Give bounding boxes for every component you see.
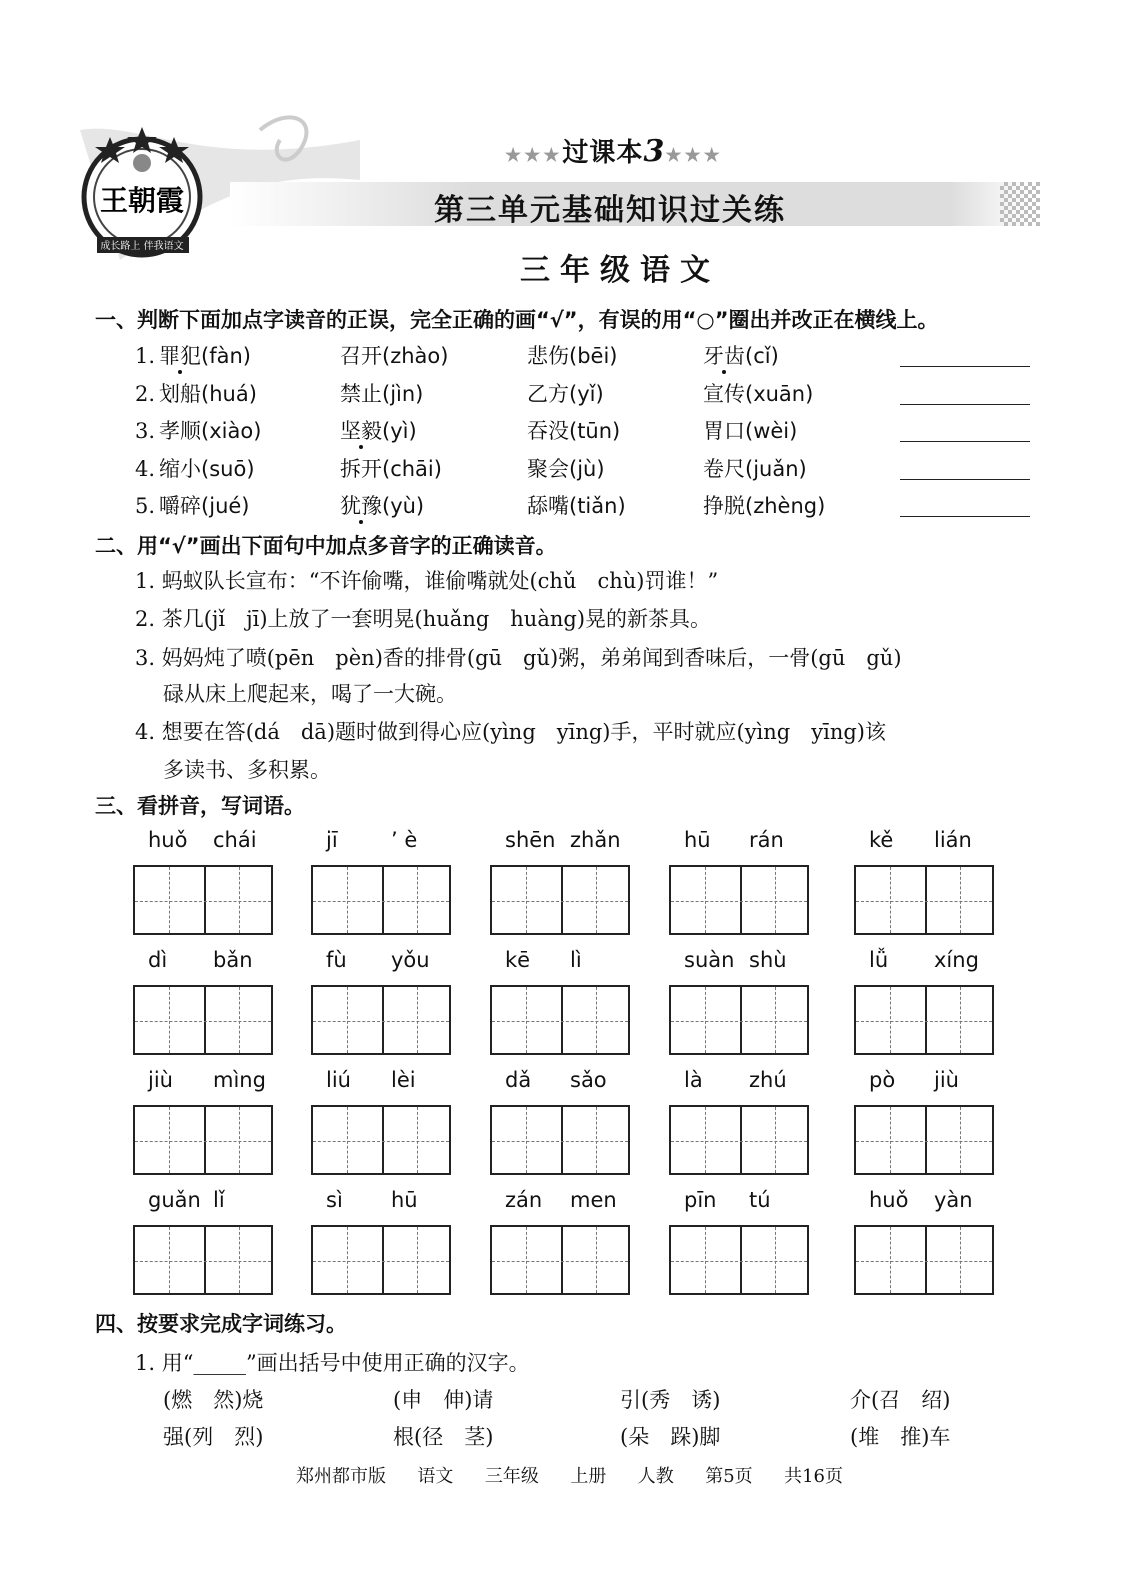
section4-title: 四、按要求完成字词练习。	[95, 1312, 347, 1336]
writing-grid	[854, 985, 994, 1055]
page-footer: 郑州都市版 语文 三年级 上册 人教 第5页 共16页	[295, 1466, 843, 1487]
pinyin-syllable: yǒu	[391, 948, 430, 972]
answer-line	[900, 516, 1030, 517]
section1-title: 一、判断下面加点字读音的正误，完全正确的画“√”，有误的用“○”圈出并改正在横线上。	[95, 308, 939, 332]
word-text: 乙方	[527, 381, 569, 406]
pinyin-syllable: pīn	[684, 1188, 717, 1212]
word-item	[703, 490, 825, 520]
word-item	[135, 340, 251, 370]
word-text: 聚会	[527, 456, 569, 481]
pinyin-text: (tūn)	[569, 419, 621, 443]
word-item	[135, 490, 250, 520]
writing-grid	[133, 1105, 273, 1175]
pinyin-syllable: liú	[326, 1068, 351, 1092]
word-item	[527, 415, 620, 445]
pinyin-syllable: ’ è	[391, 828, 418, 852]
pinyin-syllable: huǒ	[148, 828, 188, 852]
word-item	[135, 415, 261, 445]
word-text: 吞没	[527, 419, 569, 443]
sentence-line: 2. 茶几(jǐ jī)上放了一套明晃(huǎng huàng)晃的新茶具。	[135, 607, 712, 631]
pinyin-syllable: jiù	[934, 1068, 959, 1092]
pinyin-syllable: lián	[934, 828, 972, 852]
pinyin-text: (jù)	[569, 456, 605, 481]
pinyin-text: (suō)	[201, 456, 255, 481]
pinyin-syllable: dǎ	[505, 1068, 532, 1092]
item-number: 4.	[135, 456, 156, 481]
answer-line	[900, 366, 1030, 367]
pinyin-syllable: shēn	[505, 828, 556, 852]
word-choice: (朵 跺)脚	[620, 1425, 721, 1449]
pinyin-text: (jué)	[201, 494, 250, 518]
writing-grid	[133, 985, 273, 1055]
pinyin-syllable: guǎn	[148, 1188, 201, 1212]
subject-title: 三年级语文	[520, 253, 720, 288]
word-choice: 根(径 茎)	[393, 1425, 494, 1449]
pinyin-syllable: suàn	[684, 948, 735, 972]
word-text: 悲伤	[527, 344, 569, 368]
sentence-line: 多读书、多积累。	[163, 758, 331, 782]
word-item	[340, 378, 423, 408]
checker-decoration	[1000, 182, 1040, 226]
word-item	[527, 490, 626, 520]
pinyin-text: (juǎn)	[745, 456, 807, 481]
sentence-line: 3. 妈妈炖了喷(pēn pèn)香的排骨(gū gǔ)粥，弟弟闻到香味后，一骨(gū gǔ)	[135, 646, 902, 670]
pinyin-syllable: sǎo	[570, 1068, 607, 1092]
pinyin-text: (zhào)	[382, 344, 449, 368]
answer-line	[900, 441, 1030, 442]
sentence-line: 4. 想要在答(dá dā)题时做到得心应(yìng yīng)手，平时就应(yìng yīng)该	[135, 720, 886, 744]
pinyin-syllable: zán	[505, 1188, 543, 1212]
badge-prefix: 过课本	[562, 138, 644, 168]
word-text: 舔嘴	[527, 494, 569, 518]
word-text: 罪犯	[159, 344, 202, 368]
pinyin-syllable: zhú	[749, 1068, 787, 1092]
pinyin-syllable: lǚ	[869, 948, 889, 972]
word-item	[703, 453, 807, 483]
section4-instruction: 1. 用“_____”画出括号中使用正确的汉字。	[135, 1351, 530, 1375]
writing-grid	[854, 865, 994, 935]
word-item	[340, 415, 417, 445]
item-number: 1.	[135, 344, 156, 368]
word-text: 划船	[159, 381, 202, 406]
word-item	[135, 453, 255, 483]
word-choice: (申 伸)请	[393, 1388, 494, 1412]
pinyin-syllable: là	[684, 1068, 703, 1092]
writing-grid	[669, 985, 809, 1055]
writing-grid	[133, 865, 273, 935]
section3-title: 三、看拼音，写词语。	[95, 794, 305, 818]
word-item	[703, 415, 797, 445]
pinyin-syllable: dì	[148, 948, 168, 972]
pinyin-text: (yǐ)	[569, 381, 604, 406]
writing-grid	[311, 985, 451, 1055]
word-choice: 强(列 烈)	[163, 1425, 264, 1449]
word-text: 胃口	[703, 419, 745, 443]
pinyin-syllable: jiù	[148, 1068, 173, 1092]
unit-title: 第三单元基础知识过关练	[434, 193, 786, 228]
word-item	[527, 453, 605, 483]
word-choice: (燃 然)烧	[163, 1388, 264, 1412]
pinyin-syllable: lèi	[391, 1068, 416, 1092]
writing-grid	[854, 1225, 994, 1295]
pinyin-text: (yù)	[382, 494, 425, 518]
pinyin-syllable: kē	[505, 948, 531, 972]
writing-grid	[311, 865, 451, 935]
pinyin-syllable: bǎn	[213, 948, 253, 972]
pinyin-syllable: xíng	[934, 948, 979, 972]
word-item	[527, 340, 617, 370]
pinyin-syllable: lǐ	[213, 1188, 225, 1212]
word-text: 孝顺	[159, 419, 202, 443]
word-choice: 介(召 绍)	[850, 1388, 951, 1412]
pinyin-syllable: mìng	[213, 1068, 266, 1092]
pinyin-syllable: shù	[749, 948, 787, 972]
pinyin-syllable: huǒ	[869, 1188, 909, 1212]
star-decoration-icon: ★★★	[665, 145, 723, 166]
word-text: 坚毅	[340, 419, 382, 443]
word-item	[340, 490, 424, 520]
writing-grid	[490, 1105, 630, 1175]
word-text: 缩小	[159, 456, 202, 481]
word-text: 宣传	[703, 381, 745, 406]
pinyin-syllable: hū	[684, 828, 711, 852]
word-text: 召开	[340, 344, 382, 368]
pinyin-syllable: fù	[326, 948, 347, 972]
unit-badge	[505, 132, 723, 169]
word-text: 嚼碎	[159, 494, 202, 518]
sentence-line: 碌从床上爬起来，喝了一大碗。	[163, 682, 457, 706]
writing-grid	[133, 1225, 273, 1295]
pinyin-syllable: jī	[326, 828, 338, 852]
pinyin-text: (xiào)	[201, 419, 262, 443]
star-decoration-icon: ★★★	[505, 145, 563, 166]
brand-logo	[75, 125, 210, 260]
word-item	[340, 453, 442, 483]
word-item	[135, 378, 257, 408]
logo-subtitle: 成长路上 伴我语文	[100, 241, 184, 252]
word-item	[340, 340, 448, 370]
writing-grid	[669, 1225, 809, 1295]
word-text: 挣脱	[703, 494, 745, 518]
word-text: 禁止	[340, 381, 382, 406]
pinyin-text: (tiǎn)	[569, 494, 626, 518]
pinyin-syllable: chái	[213, 828, 257, 852]
logo-brand-text: 王朝霞	[99, 184, 185, 217]
writing-grid	[490, 985, 630, 1055]
pinyin-syllable: rán	[749, 828, 784, 852]
item-number: 3.	[135, 419, 156, 443]
pinyin-text: (bēi)	[569, 344, 618, 368]
writing-grid	[311, 1105, 451, 1175]
pinyin-text: (fàn)	[201, 344, 252, 368]
writing-grid	[490, 1225, 630, 1295]
pinyin-syllable: yàn	[934, 1188, 973, 1212]
pinyin-syllable: men	[570, 1188, 617, 1212]
word-text: 拆开	[340, 456, 382, 481]
pinyin-syllable: lì	[570, 948, 582, 972]
pinyin-syllable: hū	[391, 1188, 418, 1212]
word-item	[527, 378, 604, 408]
pinyin-text: (yì)	[382, 419, 417, 443]
pinyin-text: (huá)	[201, 381, 257, 406]
writing-grid	[854, 1105, 994, 1175]
sentence-line: 1. 蚂蚁队长宣布：“不许偷嘴，谁偷嘴就处(chǔ chù)罚谁！”	[135, 569, 719, 593]
badge-number: 3	[643, 134, 666, 169]
pinyin-text: (wèi)	[745, 419, 798, 443]
item-number: 2.	[135, 381, 156, 406]
pinyin-syllable: pò	[869, 1068, 896, 1092]
writing-grid	[490, 865, 630, 935]
pinyin-text: (jìn)	[382, 381, 424, 406]
pinyin-text: (zhèng)	[745, 494, 826, 518]
item-number: 5.	[135, 494, 156, 518]
answer-line	[900, 404, 1030, 405]
pinyin-text: (chāi)	[382, 456, 442, 481]
pinyin-text: (xuān)	[745, 381, 814, 406]
word-item	[703, 378, 813, 408]
pinyin-syllable: zhǎn	[570, 828, 621, 852]
word-text: 卷尺	[703, 456, 745, 481]
section2-title: 二、用“√”画出下面句中加点多音字的正确读音。	[95, 534, 557, 558]
pinyin-syllable: sì	[326, 1188, 343, 1212]
pinyin-syllable: kě	[869, 828, 894, 852]
pinyin-text: (cǐ)	[745, 344, 779, 368]
word-item	[703, 340, 779, 370]
writing-grid	[669, 865, 809, 935]
writing-grid	[311, 1225, 451, 1295]
word-text: 犹豫	[340, 494, 382, 518]
writing-grid	[669, 1105, 809, 1175]
word-choice: 引(秀 诱)	[620, 1388, 721, 1412]
word-choice: (堆 推)车	[850, 1425, 951, 1449]
word-text: 牙齿	[703, 344, 745, 368]
pinyin-syllable: tú	[749, 1188, 771, 1212]
answer-line	[900, 479, 1030, 480]
